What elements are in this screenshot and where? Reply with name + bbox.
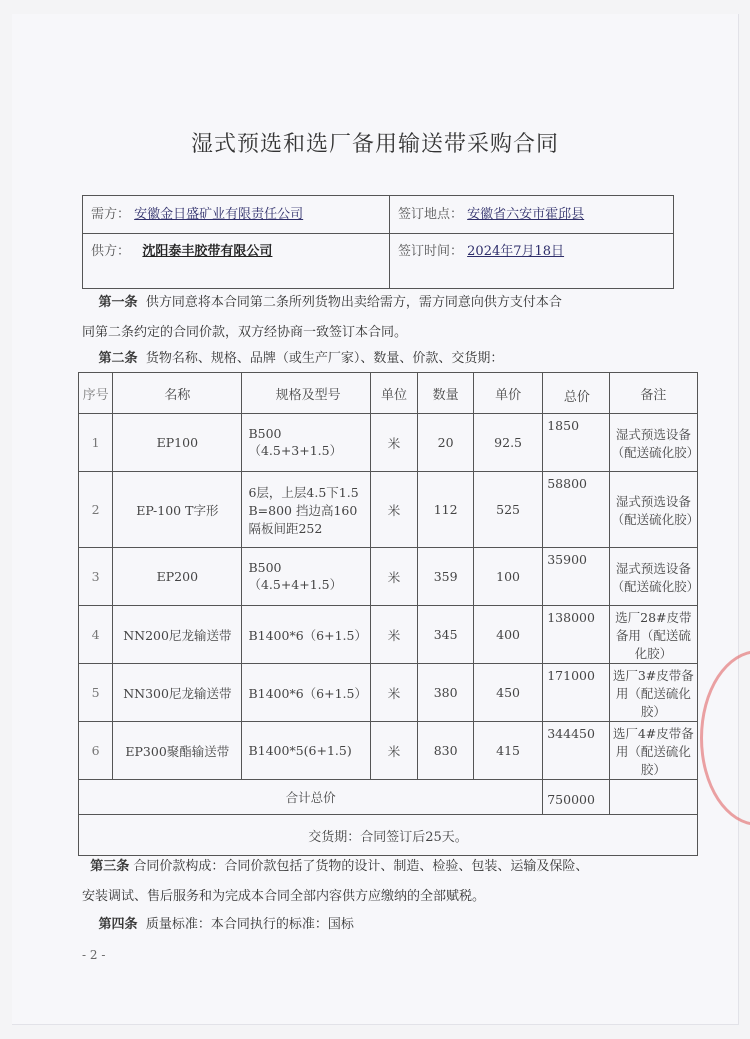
cell-price: 400 bbox=[473, 606, 542, 664]
cell-seq: 1 bbox=[79, 414, 113, 472]
cell-total: 171000 bbox=[543, 664, 609, 722]
article-1 bbox=[82, 288, 682, 348]
cell-total: 35900 bbox=[543, 548, 609, 606]
buyer-cell bbox=[83, 196, 390, 234]
article-2-text: 货物名称、规格、品牌（或生产厂家）、数量、价款、交货期： bbox=[145, 351, 504, 366]
goods-table bbox=[78, 372, 698, 856]
cell-note: 湿式预选设备（配送硫化胶） bbox=[609, 548, 697, 606]
cell-qty: 830 bbox=[418, 722, 474, 780]
table-row bbox=[79, 722, 698, 780]
sign-time: 2024年7月18日 bbox=[467, 244, 565, 259]
article-1-heading: 第一条 bbox=[98, 295, 138, 310]
cell-qty: 359 bbox=[418, 548, 474, 606]
cell-name: EP200 bbox=[113, 548, 242, 606]
cell-seq: 6 bbox=[79, 722, 113, 780]
table-row bbox=[79, 548, 698, 606]
cell-seq: 4 bbox=[79, 606, 113, 664]
cell-unit: 米 bbox=[370, 472, 418, 548]
cell-unit: 米 bbox=[370, 664, 418, 722]
cell-name: EP100 bbox=[113, 414, 242, 472]
cell-name: EP-100 T字形 bbox=[113, 472, 242, 548]
table-row bbox=[79, 606, 698, 664]
table-row bbox=[79, 664, 698, 722]
header-spec: 规格及型号 bbox=[242, 373, 370, 414]
header-note: 备注 bbox=[609, 373, 697, 414]
cell-note: 选厂4#皮带备用（配送硫化胶） bbox=[609, 722, 697, 780]
cell-note: 选厂3#皮带备用（配送硫化胶） bbox=[609, 664, 697, 722]
article-4 bbox=[82, 910, 682, 940]
seller-name: 沈阳泰丰胶带有限公司 bbox=[142, 244, 273, 259]
article-4-heading: 第四条 bbox=[98, 917, 138, 932]
cell-total: 344450 bbox=[543, 722, 609, 780]
cell-price: 100 bbox=[473, 548, 542, 606]
cell-price: 92.5 bbox=[473, 414, 542, 472]
goods-table-header bbox=[79, 373, 698, 414]
delivery-row bbox=[79, 815, 698, 856]
cell-unit: 米 bbox=[370, 548, 418, 606]
cell-total: 1850 bbox=[543, 414, 609, 472]
cell-qty: 345 bbox=[418, 606, 474, 664]
cell-seq: 3 bbox=[79, 548, 113, 606]
article-3-text-line2: 安装调试、售后服务和为完成本合同全部内容供方应缴纳的全部赋税。 bbox=[82, 889, 486, 904]
cell-total: 138000 bbox=[543, 606, 609, 664]
buyer-name: 安徽金日盛矿业有限责任公司 bbox=[134, 207, 304, 222]
cell-unit: 米 bbox=[370, 606, 418, 664]
cell-price: 525 bbox=[473, 472, 542, 548]
article-4-text: 质量标准：本合同执行的标准：国标 bbox=[145, 917, 354, 932]
cell-spec: B1400*6（6+1.5） bbox=[242, 664, 370, 722]
cell-note: 选厂28#皮带备用（配送硫化胶） bbox=[609, 606, 697, 664]
cell-unit: 米 bbox=[370, 722, 418, 780]
article-3-text-line1: 合同价款构成：合同价款包括了货物的设计、制造、检验、包装、运输及保险、 bbox=[133, 859, 589, 874]
cell-price: 450 bbox=[473, 664, 542, 722]
header-name: 名称 bbox=[113, 373, 242, 414]
header-qty: 数量 bbox=[418, 373, 474, 414]
cell-seq: 5 bbox=[79, 664, 113, 722]
sign-time-cell bbox=[390, 234, 674, 289]
cell-qty: 112 bbox=[418, 472, 474, 548]
cell-unit: 米 bbox=[370, 414, 418, 472]
cell-spec: B500（4.5+3+1.5） bbox=[242, 414, 370, 472]
header-unit: 单位 bbox=[370, 373, 418, 414]
cell-note: 湿式预选设备（配送硫化胶） bbox=[609, 414, 697, 472]
article-3 bbox=[82, 852, 682, 912]
header-seq: 序号 bbox=[79, 373, 113, 414]
cell-spec: B1400*6（6+1.5） bbox=[242, 606, 370, 664]
article-2 bbox=[82, 344, 682, 374]
header-total: 总价 bbox=[543, 373, 609, 414]
cell-name: NN200尼龙输送带 bbox=[113, 606, 242, 664]
cell-seq: 2 bbox=[79, 472, 113, 548]
table-row bbox=[79, 472, 698, 548]
cell-spec: 6层，上层4.5下1.5 B=800 挡边高160 隔板间距252 bbox=[242, 472, 370, 548]
seller-cell bbox=[83, 234, 390, 289]
sign-place: 安徽省六安市霍邱县 bbox=[467, 207, 585, 222]
cell-spec: B1400*5(6+1.5) bbox=[242, 722, 370, 780]
article-1-text-line2: 同第二条约定的合同价款，双方经协商一致签订本合同。 bbox=[82, 325, 408, 340]
cell-name: NN300尼龙输送带 bbox=[113, 664, 242, 722]
page-number: - 2 - bbox=[82, 948, 106, 962]
header-price: 单价 bbox=[473, 373, 542, 414]
cell-total: 58800 bbox=[543, 472, 609, 548]
sum-row bbox=[79, 780, 698, 815]
delivery-term: 交货期：合同签订后25天。 bbox=[79, 815, 698, 856]
cell-name: EP300聚酯输送带 bbox=[113, 722, 242, 780]
seller-label: 供方： bbox=[91, 244, 131, 259]
table-row bbox=[79, 414, 698, 472]
buyer-label: 需方： bbox=[91, 207, 131, 222]
sign-place-cell bbox=[390, 196, 674, 234]
cell-qty: 20 bbox=[418, 414, 474, 472]
sum-empty-cell bbox=[609, 780, 697, 815]
sum-label: 合计总价 bbox=[79, 780, 543, 815]
article-3-heading: 第三条 bbox=[90, 859, 130, 874]
sum-value: 750000 bbox=[543, 780, 609, 815]
cell-qty: 380 bbox=[418, 664, 474, 722]
cell-note: 湿式预选设备（配送硫化胶） bbox=[609, 472, 697, 548]
article-2-heading: 第二条 bbox=[98, 351, 138, 366]
contract-title: 湿式预选和选厂备用输送带采购合同 bbox=[190, 132, 559, 157]
sign-place-label: 签订地点： bbox=[398, 207, 464, 222]
cell-spec: B500（4.5+4+1.5） bbox=[242, 548, 370, 606]
cell-price: 415 bbox=[473, 722, 542, 780]
article-1-text-line1: 供方同意将本合同第二条所列货物出卖给需方，需方同意向供方支付本合 bbox=[145, 295, 562, 310]
party-info-table bbox=[82, 195, 674, 289]
sign-time-label: 签订时间： bbox=[398, 244, 464, 259]
